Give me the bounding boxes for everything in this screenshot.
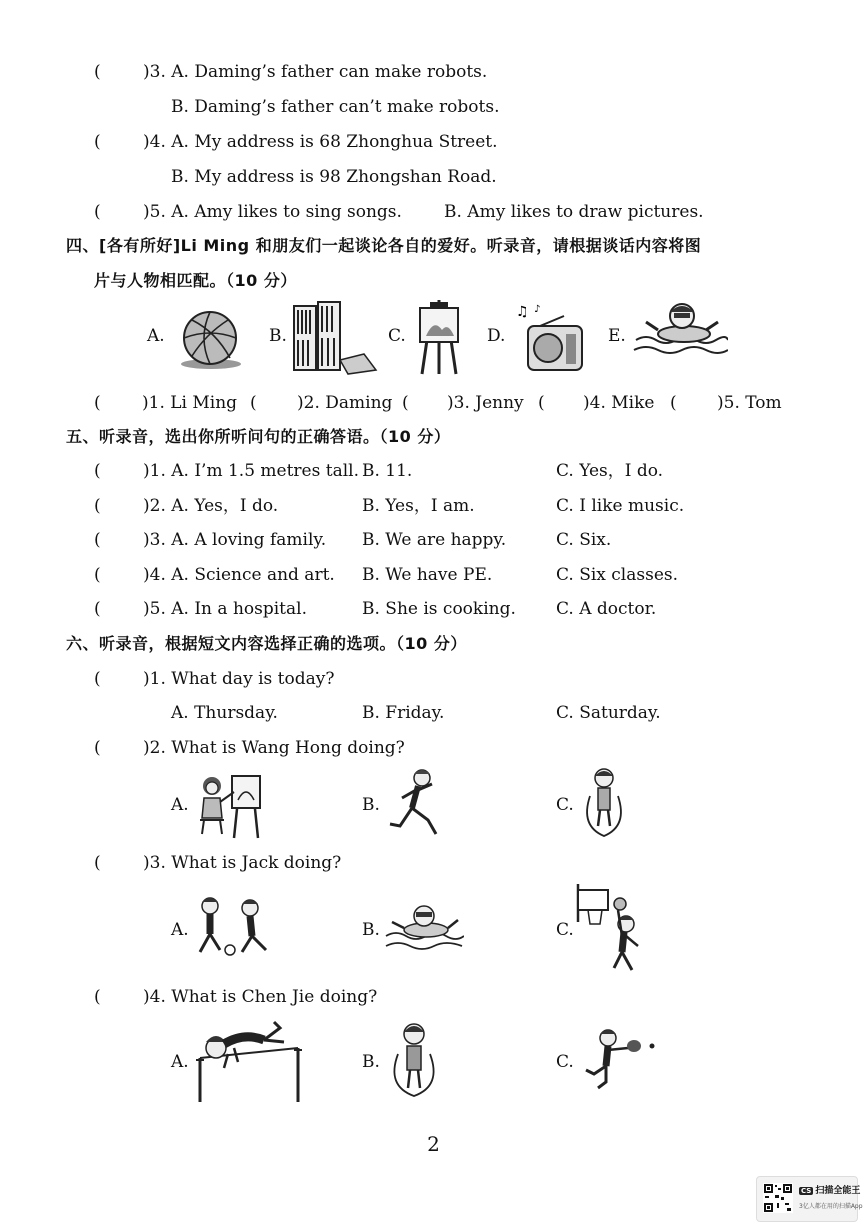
section-5-title: 五、听录音，选出你所听问句的正确答语。（10 分）: [66, 427, 451, 446]
s6-q3-label-a: A.: [171, 920, 189, 940]
s5-q4-option-a: )4. A. Science and art.: [143, 565, 335, 585]
painting-icon: [192, 770, 264, 840]
qr-code-icon: [763, 1183, 793, 1213]
s6-q1-option-b: B. Friday.: [362, 703, 445, 723]
easel-icon: [412, 296, 466, 376]
paren-open: (: [250, 393, 257, 413]
s5-q5-option-b: B. She is cooking.: [362, 599, 516, 619]
running-icon: [384, 768, 450, 840]
match-answer-2: )2. Daming: [297, 393, 393, 413]
swimmer-icon: [632, 300, 728, 360]
svg-text:♪: ♪: [534, 304, 541, 315]
question-3-option-a: )3. A. Daming’s father can make robots.: [143, 62, 488, 82]
paren-open: (: [94, 669, 101, 689]
paren-open: (: [670, 393, 677, 413]
pic-label-a: A.: [147, 326, 165, 346]
s5-q1-option-c: C. Yes，I do.: [556, 461, 664, 481]
section-4-title-line2: 片与人物相匹配。（10 分）: [94, 271, 297, 290]
paren-open: (: [94, 599, 101, 619]
pic-label-c: C.: [388, 326, 406, 346]
high-jump-icon: [194, 1018, 304, 1104]
match-answer-5: )5. Tom: [717, 393, 782, 413]
paren-open: (: [94, 987, 101, 1007]
s6-q4-label-a: A.: [171, 1052, 189, 1072]
paren-open: (: [94, 853, 101, 873]
match-answer-4: )4. Mike: [583, 393, 655, 413]
pic-label-b: B.: [269, 326, 287, 346]
s6-q4-question: )4. What is Chen Jie doing?: [143, 987, 378, 1007]
paren-open: (: [538, 393, 545, 413]
s6-q2-question: )2. What is Wang Hong doing?: [143, 738, 405, 758]
s5-q4-option-b: B. We have PE.: [362, 565, 493, 585]
question-4-option-a: )4. A. My address is 68 Zhonghua Street.: [143, 132, 498, 152]
paren-open: (: [94, 461, 101, 481]
paren-open: (: [94, 565, 101, 585]
paren-open: (: [94, 132, 101, 152]
match-answer-1: )1. Li Ming: [142, 393, 238, 413]
skipping-rope-icon: [384, 1020, 444, 1100]
basketball-player-icon: [574, 882, 648, 974]
s5-q3-option-a: )3. A. A loving family.: [143, 530, 327, 550]
s6-q1-option-c: C. Saturday.: [556, 703, 661, 723]
paren-open: (: [94, 496, 101, 516]
pic-label-d: D.: [487, 326, 506, 346]
s5-q5-option-c: C. A doctor.: [556, 599, 657, 619]
question-3-option-b: B. Daming’s father can’t make robots.: [171, 97, 500, 117]
s6-q3-question: )3. What is Jack doing?: [143, 853, 342, 873]
section-4-title-line1: 四、[各有所好]Li Ming 和朋友们一起谈论各自的爱好。听录音，请根据谈话内容将图: [66, 236, 702, 255]
paren-open: (: [94, 738, 101, 758]
radio-icon: [510, 302, 586, 374]
page-number: 2: [427, 1132, 440, 1156]
scanner-brand: CS 扫描全能王: [801, 1186, 861, 1196]
question-5-option-b: B. Amy likes to draw pictures.: [444, 202, 704, 222]
paren-open: (: [94, 202, 101, 222]
question-4-option-b: B. My address is 98 Zhongshan Road.: [171, 167, 497, 187]
s5-q4-option-c: C. Six classes.: [556, 565, 679, 585]
skipping-rope-icon: [576, 766, 632, 840]
s6-q1-question: )1. What day is today?: [143, 669, 335, 689]
scanner-subtitle: 3亿人都在用的扫描App: [799, 1203, 863, 1210]
s6-q2-label-c: C.: [556, 795, 574, 815]
section-6-title: 六、听录音，根据短文内容选择正确的选项。（10 分）: [66, 634, 467, 653]
s5-q2-option-b: B. Yes，I am.: [362, 496, 475, 516]
match-answer-3: )3. Jenny: [447, 393, 524, 413]
question-5-option-a: )5. A. Amy likes to sing songs.: [143, 202, 402, 222]
pic-label-e: E.: [608, 326, 626, 346]
scanner-watermark: [756, 1176, 863, 1222]
basketball-icon: [176, 308, 246, 370]
svg-text:♫: ♫: [516, 304, 529, 320]
s6-q4-label-c: C.: [556, 1052, 574, 1072]
s5-q2-option-c: C. I like music.: [556, 496, 685, 516]
s6-q4-label-b: B.: [362, 1052, 380, 1072]
s5-q3-option-b: B. We are happy.: [362, 530, 507, 550]
swimming-icon: [384, 902, 464, 952]
football-icon: [190, 896, 276, 958]
s6-q1-option-a: A. Thursday.: [171, 703, 278, 723]
s6-q2-label-a: A.: [171, 795, 189, 815]
s6-q2-label-b: B.: [362, 795, 380, 815]
s6-q3-label-c: C.: [556, 920, 574, 940]
s5-q2-option-a: )2. A. Yes，I do.: [143, 496, 279, 516]
bookshelf-icon: [290, 300, 380, 376]
s5-q5-option-a: )5. A. In a hospital.: [143, 599, 307, 619]
paren-open: (: [94, 393, 101, 413]
paren-open: (: [402, 393, 409, 413]
paren-open: (: [94, 62, 101, 82]
s5-q1-option-b: B. 11.: [362, 461, 413, 481]
s5-q3-option-c: C. Six.: [556, 530, 612, 550]
s6-q3-label-b: B.: [362, 920, 380, 940]
ping-pong-icon: [576, 1026, 660, 1092]
s5-q1-option-a: )1. A. I’m 1.5 metres tall.: [143, 461, 359, 481]
paren-open: (: [94, 530, 101, 550]
